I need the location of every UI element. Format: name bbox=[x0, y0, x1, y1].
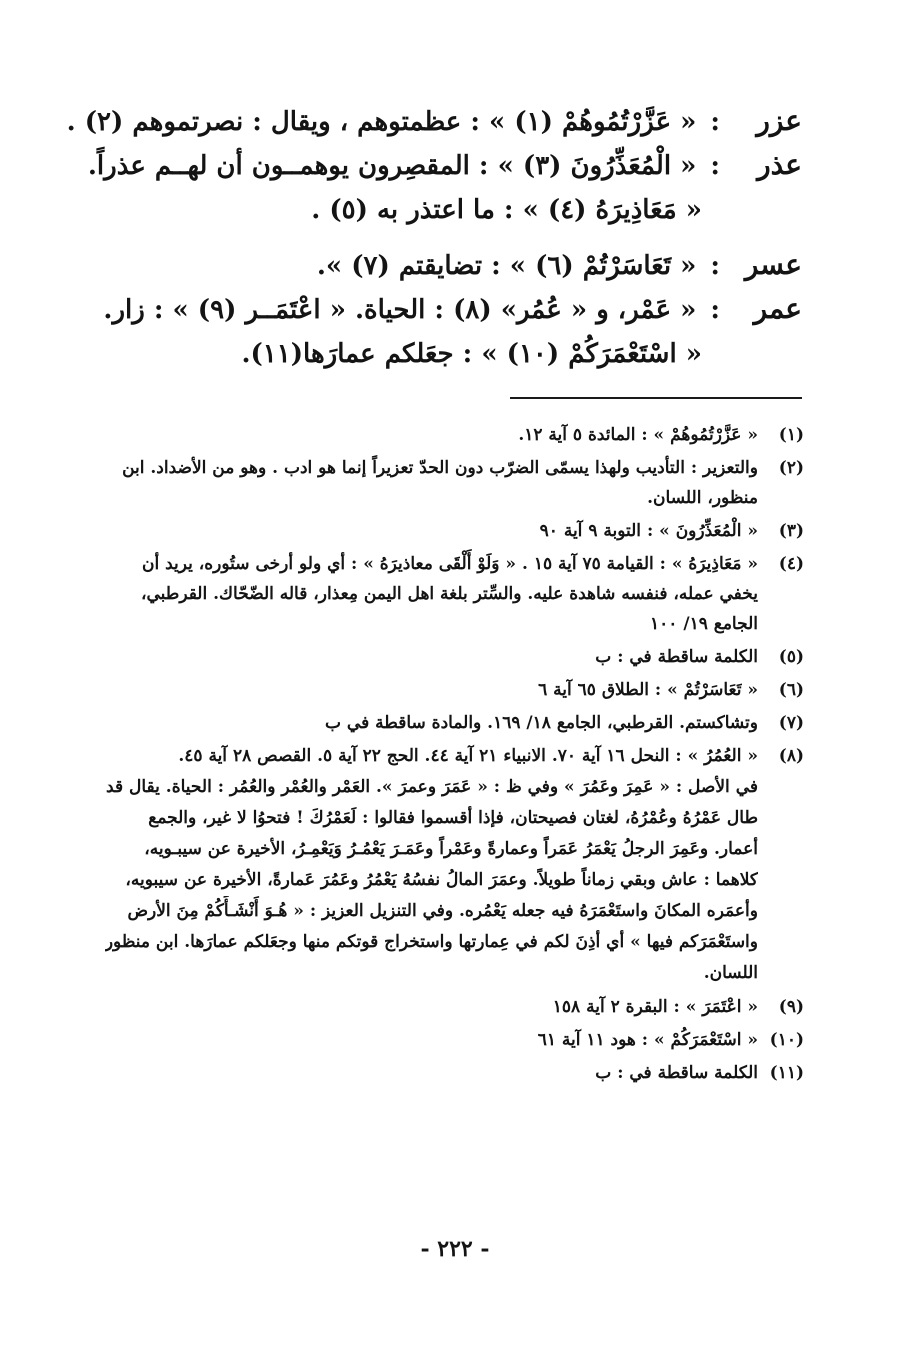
footnote bbox=[110, 1058, 804, 1088]
footnote-line: « اعْتَمَرَ » : البقرة ٢ آية ١٥٨ bbox=[552, 997, 758, 1017]
entry-definition-continued: « اسْتَعْمَرَكُمْ (١٠) » : جعَلكم عمارَها(١١). bbox=[241, 339, 702, 369]
footnote-text bbox=[110, 642, 758, 672]
footnote-line: والتعزير : التأديب ولهذا يسمّى الضرّب دون الحدّ تعزيراً إنما هو ادب . وهو من الأضداد. ابن bbox=[122, 458, 758, 478]
footnote-text bbox=[110, 549, 758, 639]
entry-definition: « عَزَّرْتُمُوهُمْ (١) » : عظمتوهم ، ويقال : نصرتموهم (٢) . bbox=[66, 107, 697, 137]
footnote-line: في الأصل : « عَمِرَ وعَمُرَ » وفي ظ : « عَمَرَ وعمرَ ». العَمْر والعُمْر والعُمُر : الحياة. يقال قد bbox=[106, 777, 758, 797]
entry-colon: : bbox=[710, 295, 720, 325]
footnote bbox=[110, 420, 804, 450]
entry-azr bbox=[66, 100, 802, 144]
footnote-number: (١) bbox=[778, 425, 804, 445]
footnote-line: وتشاكستم. القرطبي، الجامع ١٨/ ١٦٩. والمادة ساقطة في ب bbox=[325, 713, 758, 733]
footnote-text bbox=[110, 1025, 758, 1055]
dictionary-entries bbox=[66, 100, 802, 376]
footnote-number: (٩) bbox=[778, 997, 804, 1017]
entry-colon: : bbox=[710, 151, 720, 181]
footnote-number: (١٠) bbox=[769, 1030, 804, 1050]
footnote-line: « مَعَاذِيرَهُ » : القيامة ٧٥ آية ١٥ . « وَلَوْ أَلْقَى معاذيرَهُ » : أي ولو أرخى ستُوره، يريد أن bbox=[141, 554, 758, 574]
footnote bbox=[110, 453, 804, 513]
footnote-number: (٨) bbox=[778, 746, 804, 766]
footnote-number: (٧) bbox=[778, 713, 804, 733]
entry-definition-continued: « مَعَاذِيرَهُ (٤) » : ما اعتذر به (٥) . bbox=[311, 195, 702, 225]
footnote-text bbox=[105, 741, 758, 989]
footnote-line: « العُمُرُ » : النحل ١٦ آية ٧٠. الانبياء ٢١ آية ٤٤. الحج ٢٢ آية ٥. القصص ٢٨ آية ٤٥. bbox=[178, 746, 758, 766]
entry-headword: عزر bbox=[756, 104, 802, 137]
footnote bbox=[110, 642, 804, 672]
footnote-number: (٥) bbox=[778, 647, 804, 667]
footnote bbox=[110, 992, 804, 1022]
entry-definition: « الْمُعَذِّرُونَ (٣) » : المقصِرون يوهمــون أن لهــم عذراً. bbox=[87, 151, 697, 181]
footnote-text bbox=[110, 453, 758, 513]
footnote bbox=[110, 708, 804, 738]
entry-adhr bbox=[87, 144, 802, 188]
footnote-line: « اسْتَعْمَرَكُمْ » : هود ١١ آية ٦١ bbox=[537, 1030, 758, 1050]
entry-amr bbox=[103, 288, 802, 332]
footnote bbox=[110, 675, 804, 705]
footnote bbox=[110, 1025, 804, 1055]
footnote-line: « عَزَّرْتُمُوهُمْ » : المائدة ٥ آية ١٢. bbox=[518, 425, 758, 445]
footnote-text bbox=[110, 1058, 758, 1088]
entry-colon: : bbox=[710, 251, 720, 281]
footnote-line: أعمار. وعَمِرَ الرجلُ يَعْمَرُ عَمَراً وعمارةً وعَمْراً وعَمَـرَ يَعْمُـرُ وَيَعْمِـرُ، الأخيرة عن سيبـويه، bbox=[144, 839, 758, 859]
footnote-line: الكلمة ساقطة في : ب bbox=[595, 647, 758, 667]
footnote-line: يخفي عمله، فنفسه شاهدة عليه. والسِّتر بلغة اهل اليمن مِعذار، قاله الضّحّاك. القرطبي، bbox=[141, 584, 758, 604]
footnote-divider bbox=[510, 397, 802, 399]
footnote-number: (١١) bbox=[769, 1063, 804, 1083]
entry-headword: عذر bbox=[757, 148, 802, 181]
footnote-line: اللسان. bbox=[703, 963, 758, 983]
footnote-line: كلاهما : عاش وبقي زماناً طويلاً. وعمَرَ المالُ نفسُهُ يَعْمُرُ وعَمُرَ عَمارةً، الأخيرة عن سيبويه، bbox=[125, 870, 758, 890]
footnote-line: منظور، اللسان. bbox=[647, 488, 758, 508]
footnote-line: طال عَمْرُهُ وعُمْرُهُ، لغتان فصيحتان، فإذا أقسموا فقالوا : لَعَمْرُكَ ! فتحوُا لا غير، والجمع bbox=[148, 808, 758, 828]
entry-headword: عسر bbox=[744, 248, 802, 281]
footnote-text bbox=[110, 420, 758, 450]
footnotes bbox=[104, 420, 804, 1091]
footnote-number: (٦) bbox=[778, 680, 804, 700]
footnote-number: (٤) bbox=[778, 554, 804, 574]
footnote-line: « الْمُعَذِّرُونَ » : التوبة ٩ آية ٩٠ bbox=[539, 521, 758, 541]
entry-headword: عمر bbox=[753, 292, 802, 325]
footnote bbox=[110, 549, 804, 639]
footnote-line: وأعمَره المكانَ واستَعْمَرَهُ فيه جعله يَعْمُره. وفي التنزيل العزيز : « هُـوَ أَنْشَـأَكُمْ مِنَ الأرض bbox=[127, 901, 758, 921]
footnote bbox=[110, 516, 804, 546]
footnote-line: الكلمة ساقطة في : ب bbox=[595, 1063, 758, 1083]
footnote-number: (٣) bbox=[778, 521, 804, 541]
footnote-line: الجامع ١٩/ ١٠٠ bbox=[650, 614, 758, 634]
entry-definition: « عَمْر، و « عُمُر» (٨) : الحياة. « اعْتَمَــر (٩) » : زار. bbox=[103, 295, 697, 325]
footnote-text bbox=[110, 516, 758, 546]
footnote-text bbox=[110, 708, 758, 738]
page-number: - ٢٢٢ - bbox=[420, 1236, 490, 1262]
footnote bbox=[104, 741, 804, 989]
entry-gap bbox=[128, 232, 802, 244]
footnote-text bbox=[110, 675, 758, 705]
footnote-line: واستَعْمَرَكم فيها » أي أذِنَ لكم في عِمارتها واستخراج قوتكم منها وجعَلكم عمارَها. ابن منظور bbox=[104, 932, 758, 952]
entry-definition: « تَعَاسَرْتُمْ (٦) » : تضايقتم (٧) ». bbox=[316, 251, 697, 281]
footnote-text bbox=[110, 992, 758, 1022]
footnote-line: « تَعَاسَرْتُمْ » : الطلاق ٦٥ آية ٦ bbox=[538, 680, 758, 700]
entry-colon: : bbox=[710, 107, 720, 137]
entry-asr bbox=[128, 244, 802, 288]
footnote-number: (٢) bbox=[778, 458, 804, 478]
